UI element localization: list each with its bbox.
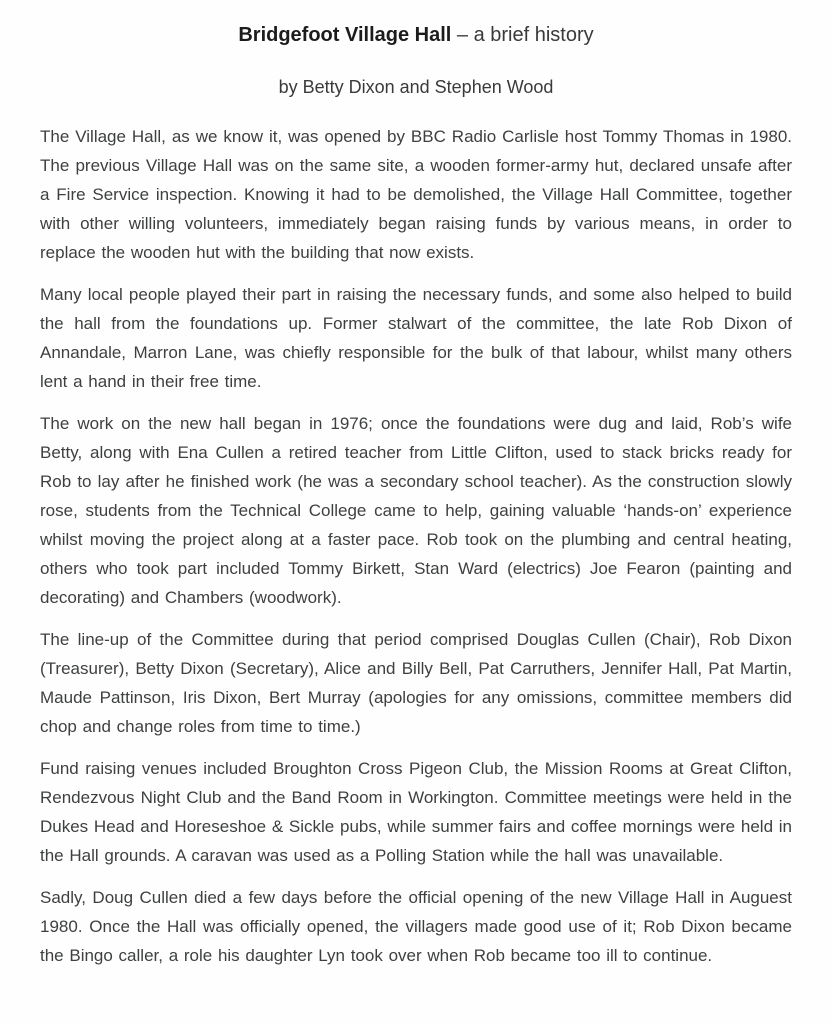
body-paragraph: Many local people played their part in raising the necessary funds, and some also helped to build the hall from the foundations up. Former stalwart of the committee, the late Rob Dixon of Annandale, Marron Lane, was chiefly responsible for the bulk of that labour, whilst many others lent a hand in their free time.	[40, 285, 792, 391]
body-paragraph: The work on the new hall began in 1976; once the foundations were dug and laid, Rob’s wife Betty, along with Ena Cullen a retired teacher from Little Clifton, used to stack bricks ready for Rob to lay after he finished work (he was a secondary school teacher). As the construction slowly rose, students from the Technical College came to help, gaining valuable ‘hands-on’ experience whilst moving the project along at a faster pace. Rob took on the plumbing and central heating, others who took part included Tommy Birkett, Stan Ward (electrics) Joe Fearon (painting and decorating) and Chambers (woodwork).	[40, 414, 792, 607]
document-body	[40, 122, 792, 970]
document-title-subtitle: – a brief history	[451, 24, 594, 46]
document-byline: by Betty Dixon and Stephen Wood	[278, 77, 554, 97]
body-paragraph: Fund raising venues included Broughton Cross Pigeon Club, the Mission Rooms at Great Clifton, Rendezvous Night Club and the Band Room in Workington. Committee meetings were held in the Dukes Head and Horeseshoe & Sickle pubs, while summer fairs and coffee mornings were held in the Hall grounds. A caravan was used as a Polling Station while the hall was unavailable.	[40, 759, 792, 865]
body-paragraph: The Village Hall, as we know it, was opened by BBC Radio Carlisle host Tommy Thomas in 1980. The previous Village Hall was on the same site, a wooden former-army hut, declared unsafe after a Fire Service inspection. Knowing it had to be demolished, the Village Hall Committee, together with other willing volunteers, immediately began raising funds by various means, in order to replace the wooden hut with the building that now exists.	[40, 127, 792, 262]
body-paragraph: Sadly, Doug Cullen died a few days before the official opening of the new Village Hall in Auguest 1980. Once the Hall was officially opened, the villagers made good use of it; Rob Dixon became the Bingo caller, a role his daughter Lyn took over when Rob became too ill to continue.	[40, 888, 792, 965]
document-title-main: Bridgefoot Village Hall	[238, 24, 452, 46]
body-paragraph: The line-up of the Committee during that period comprised Douglas Cullen (Chair), Rob Dixon (Treasurer), Betty Dixon (Secretary), Alice and Billy Bell, Pat Carruthers, Jennifer Hall, Pat Martin, Maude Pattinson, Iris Dixon, Bert Murray (apologies for any omissions, committee members did chop and change roles from time to time.)	[40, 630, 792, 736]
document-title	[40, 22, 792, 48]
